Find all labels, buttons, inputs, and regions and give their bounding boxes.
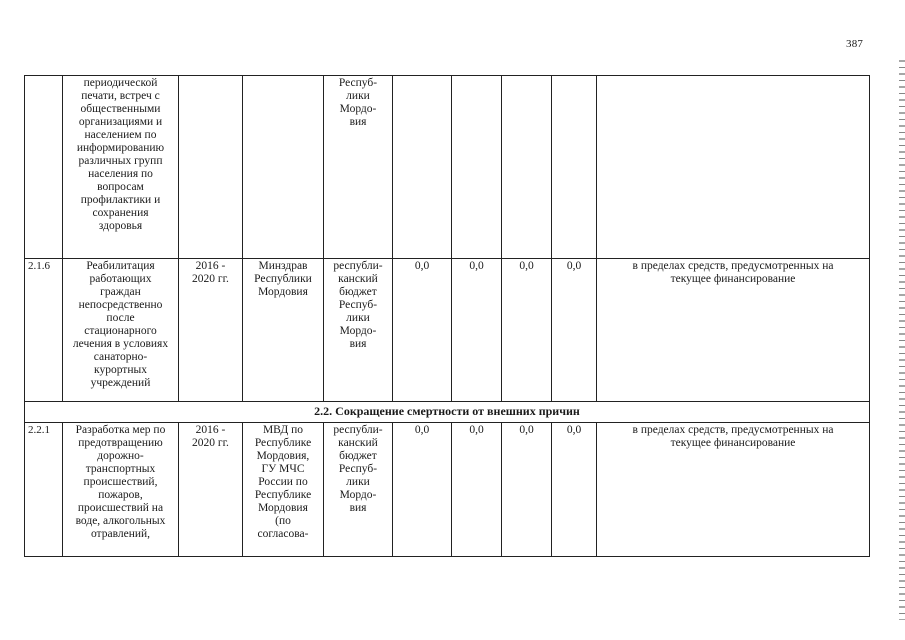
value-cell: 0,0 xyxy=(552,423,597,557)
note-cell: в пределах средств, предусмотренных на текущее финансирование xyxy=(597,259,870,402)
measure-cell: Реабилитация работающих граждан непосредственно после стационарного лечения в условиях санаторно- курортных учреждений xyxy=(63,259,179,402)
table-row xyxy=(25,423,870,557)
executor-cell xyxy=(243,76,324,259)
executor-cell: Минздрав Республики Мордовия xyxy=(243,259,324,402)
page-number: 387 xyxy=(846,38,864,50)
section-title: 2.2. Сокращение смертности от внешних причин xyxy=(25,402,870,423)
section-row xyxy=(25,402,870,423)
value-cell: 0,0 xyxy=(393,259,452,402)
value-cell: 0,0 xyxy=(452,423,502,557)
row-number: 2.1.6 xyxy=(25,259,63,402)
row-number xyxy=(25,76,63,259)
value-cell: 0,0 xyxy=(452,259,502,402)
program-table xyxy=(24,75,870,557)
period-cell: 2016 - 2020 гг. xyxy=(179,259,243,402)
value-cell xyxy=(452,76,502,259)
funding-source-cell: республи- канский бюджет Респуб- лики Мордо- вия xyxy=(324,259,393,402)
value-cell xyxy=(552,76,597,259)
value-cell: 0,0 xyxy=(552,259,597,402)
value-cell xyxy=(393,76,452,259)
value-cell: 0,0 xyxy=(393,423,452,557)
value-cell: 0,0 xyxy=(502,423,552,557)
row-number: 2.2.1 xyxy=(25,423,63,557)
measure-cell: периодической печати, встреч с общественными организациями и населением по информированию различных групп населения по вопросам профилактики и сохранения здоровья xyxy=(63,76,179,259)
table-row xyxy=(25,259,870,402)
table-row xyxy=(25,76,870,259)
value-cell: 0,0 xyxy=(502,259,552,402)
period-cell xyxy=(179,76,243,259)
note-cell xyxy=(597,76,870,259)
funding-source-cell: республи- канский бюджет Респуб- лики Мордо- вия xyxy=(324,423,393,557)
period-cell: 2016 - 2020 гг. xyxy=(179,423,243,557)
value-cell xyxy=(502,76,552,259)
funding-source-cell: Респуб- лики Мордо- вия xyxy=(324,76,393,259)
executor-cell: МВД по Республике Мордовия, ГУ МЧС России по Республике Мордовия (по согласова- xyxy=(243,423,324,557)
scan-edge-artifact xyxy=(899,60,905,620)
measure-cell: Разработка мер по предотвращению дорожно- транспортных происшествий, пожаров, происшествий на воде, алкогольных отравлений, xyxy=(63,423,179,557)
note-cell: в пределах средств, предусмотренных на текущее финансирование xyxy=(597,423,870,557)
